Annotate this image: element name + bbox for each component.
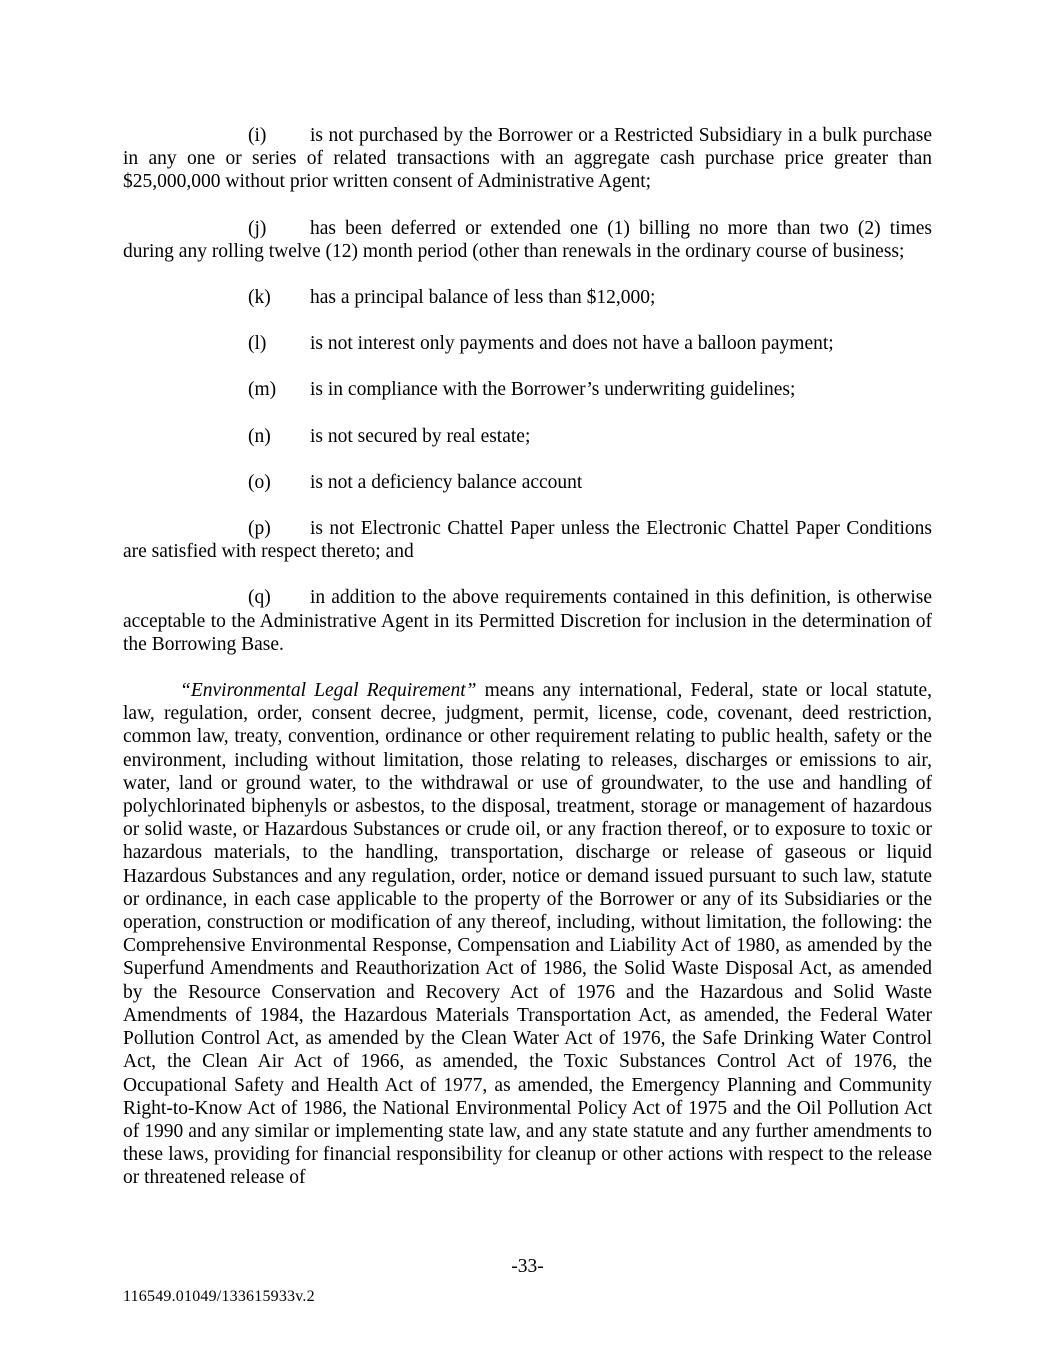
clause-l [123,332,932,355]
clause-text: is in compliance with the Borrower’s underwriting guidelines; [310,379,796,401]
clause-text: is not a deficiency balance account [310,471,583,493]
clause-label: (q) [248,587,271,609]
document-id-footer: 116549.01049/133615933v.2 [123,1288,315,1305]
clause-label: (n) [248,425,271,447]
definition-body: means any international, Federal, state or local statute, law, regulation, order, consent decree, judgment, permit, license, code, covenant, deed restriction, common law, treaty, convention, ordinance or other requirement relating to public health, safety or the environment, including without limitation, those relating to releases, discharges or emissions to air, water, land or ground water, to the withdrawal or use of groundwater, to the use and handling of polychlorinated biphenyls or asbestos, to the disposal, treatment, storage or management of hazardous or solid waste, or Hazardous Substances or crude oil, or any fraction thereof, or to exposure to toxic or hazardous materials, to the handling, transportation, discharge or release of gaseous or liquid Hazardous Substances and any regulation, order, notice or demand issued pursuant to such law, statute or ordinance, in each case applicable to the property of the Borrower or any of its Subsidiaries or the operation, construction or modification of any thereof, including, without limitation, the following: the Comprehensive Environmental Response, Compensation and Liability Act of 1980, as amended by the Superfund Amendments and Reauthorization Act of 1986, the Solid Waste Disposal Act, as amended by the Resource Conservation and Recovery Act of 1976 and the Hazardous and Solid Waste Amendments of 1984, the Hazardous Materials Transportation Act, as amended, the Federal Water Pollution Control Act, as amended by the Clean Water Act of 1976, the Safe Drinking Water Control Act, the Clean Air Act of 1966, as amended, the Toxic Substances Control Act of 1976, the Occupational Safety and Health Act of 1977, as amended, the Emergency Planning and Community Right-to-Know Act of 1986, the National Environmental Policy Act of 1975 and the Oil Pollution Act of 1990 and any similar or implementing state law, and any state statute and any further amendments to these laws, providing for financial responsibility for cleanup or other actions with respect to the release or threatened release of [123,680,932,1189]
page-number: -33- [511,1256,544,1277]
clause-text: is not Electronic Chattel Paper unless the Electronic Chattel Paper Conditions are satisfied with respect thereto; and [123,518,932,563]
clause-text: has been deferred or extended one (1) billing no more than two (2) times during any rolling twelve (12) month period (other than renewals in the ordinary course of business; [123,217,932,262]
clause-text: is not purchased by the Borrower or a Restricted Subsidiary in a bulk purchase in any one or series of related transactions with an aggregate cash purchase price greater than $25,000,000 without prior written consent of Administrative Agent; [123,125,932,193]
clause-k [123,286,932,309]
clause-j [123,217,932,263]
clause-n [123,425,932,448]
clause-label: (i) [248,125,267,146]
clause-text: in addition to the above requirements contained in this definition, is otherwise acceptable to the Administrative Agent in its Permitted Discretion for inclusion in the determination of the Borrowing Base. [123,587,932,655]
clause-text: is not interest only payments and does not have a balloon payment; [310,333,834,355]
clause-label: (o) [248,471,271,493]
clause-label: (p) [248,518,271,540]
clause-i [123,124,932,194]
clause-label: (m) [248,379,277,401]
clause-label: (l) [248,333,267,355]
definition-environmental-legal-requirement [123,679,932,1189]
clause-m [123,378,932,401]
clause-p [123,517,932,563]
clause-text: has a principal balance of less than $12,000; [310,287,656,309]
definition-term: “Environmental Legal Requirement” [180,680,477,702]
clause-label: (j) [248,217,267,239]
clause-text: is not secured by real estate; [310,425,531,447]
clause-label: (k) [248,287,271,309]
clause-o [123,471,932,494]
clause-q [123,586,932,656]
